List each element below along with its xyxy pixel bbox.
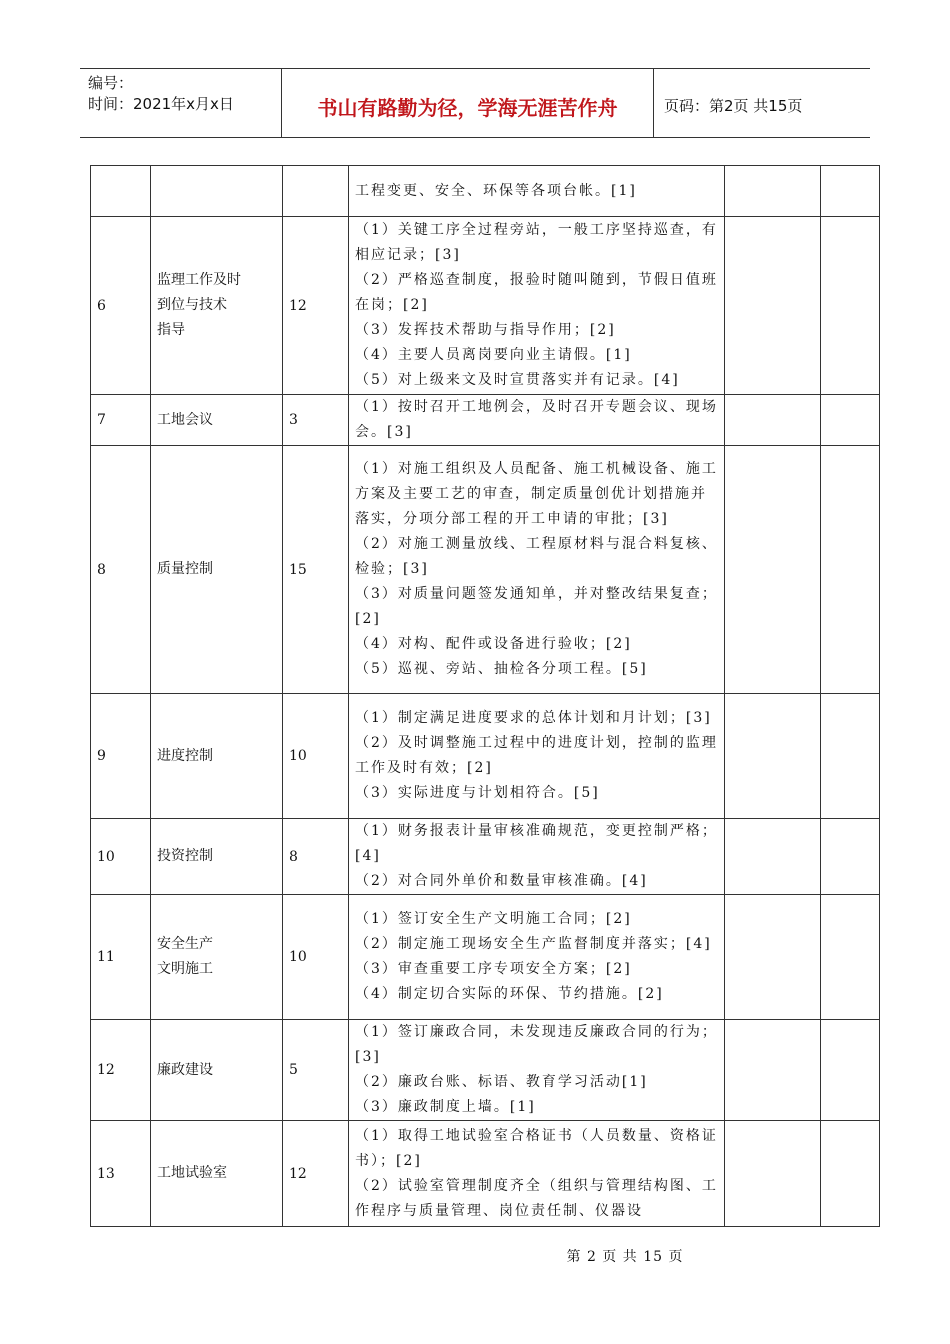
- criteria-line: （4）制定切合实际的环保、节约措施。[2]: [355, 986, 664, 1002]
- row-number: [91, 166, 151, 217]
- evaluation-item: [151, 446, 283, 694]
- criteria-line: （2）严格巡查制度，报验时随叫随到，节假日值班在岗；[2]: [355, 272, 718, 313]
- criteria-line: （3）廉政制度上墙。[1]: [355, 1099, 536, 1115]
- criteria-line: （1）对施工组织及人员配备、施工机械设备、施工方案及主要工艺的审查，制定质量创优计划措施并落实，分项分部工程的开工申请的审批；[3]: [355, 461, 718, 527]
- empty-cell: [725, 895, 821, 1020]
- page-footer: 第 2 页 共 15 页: [566, 1249, 684, 1265]
- evaluation-item: [151, 895, 283, 1020]
- time-label: 时间：2021年x月x日: [88, 95, 234, 113]
- row-number: 12: [91, 1020, 151, 1121]
- criteria-content: [349, 1121, 725, 1227]
- score-value: 15: [283, 446, 349, 694]
- criteria-content: [349, 895, 725, 1020]
- criteria-content: [349, 694, 725, 819]
- empty-cell: [725, 395, 821, 446]
- table-row: [91, 1121, 880, 1227]
- criteria-line: （1）签订安全生产文明施工合同；[2]: [355, 911, 632, 927]
- empty-cell: [821, 819, 880, 895]
- item-line: 廉政建设: [157, 1061, 213, 1078]
- criteria-line: （2）廉政台账、标语、教育学习活动[1]: [355, 1074, 648, 1090]
- criteria-line: （1）制定满足进度要求的总体计划和月计划；[3]: [355, 710, 712, 726]
- evaluation-item: [151, 819, 283, 895]
- criteria-line: （3）对质量问题签发通知单，并对整改结果复查；[2]: [355, 586, 718, 627]
- criteria-content: [349, 1020, 725, 1121]
- item-line: 进度控制: [157, 747, 213, 764]
- criteria-content: [349, 395, 725, 446]
- item-line: 文明施工: [157, 961, 213, 977]
- table-row: [91, 1020, 880, 1121]
- criteria-content: [349, 446, 725, 694]
- empty-cell: [821, 694, 880, 819]
- empty-cell: [821, 1121, 880, 1227]
- item-line: 投资控制: [157, 848, 213, 864]
- criteria-line: （3）审查重要工序专项安全方案；[2]: [355, 961, 632, 977]
- score-value: 12: [283, 217, 349, 395]
- score-value: 10: [283, 694, 349, 819]
- criteria-line: （1）按时召开工地例会，及时召开专题会议、现场会。[3]: [355, 399, 718, 440]
- evaluation-item: [151, 395, 283, 446]
- table-row: [91, 166, 880, 217]
- evaluation-item: [151, 1121, 283, 1227]
- score-value: 3: [283, 395, 349, 446]
- row-number: 7: [91, 395, 151, 446]
- criteria-content: [349, 217, 725, 395]
- criteria-content: [349, 166, 725, 217]
- empty-cell: [821, 446, 880, 694]
- row-number: 13: [91, 1121, 151, 1227]
- empty-cell: [821, 1020, 880, 1121]
- criteria-line: （5）对上级来文及时宣贯落实并有记录。[4]: [355, 372, 680, 388]
- criteria-line: （5）巡视、旁站、抽检各分项工程。[5]: [355, 661, 648, 677]
- empty-cell: [725, 217, 821, 395]
- evaluation-item: [151, 694, 283, 819]
- score-value: 8: [283, 819, 349, 895]
- header-meta: [80, 69, 282, 137]
- criteria-line: （1）财务报表计量审核准确规范，变更控制严格；[4]: [355, 823, 718, 864]
- criteria-line: （1）签订廉政合同，未发现违反廉政合同的行为；[3]: [355, 1024, 718, 1065]
- evaluation-item: [151, 166, 283, 217]
- score-value: 12: [283, 1121, 349, 1227]
- empty-cell: [821, 895, 880, 1020]
- criteria-line: （2）试验室管理制度齐全（组织与管理结构图、工作程序与质量管理、岗位责任制、仪器设: [355, 1177, 718, 1219]
- page-header: [80, 68, 870, 138]
- evaluation-item: [151, 217, 283, 395]
- table-row: [91, 217, 880, 395]
- header-page-number: 页码：第2页 共15页: [664, 96, 803, 115]
- item-line: 到位与技术: [157, 297, 227, 313]
- row-number: 10: [91, 819, 151, 895]
- table-row: [91, 895, 880, 1020]
- empty-cell: [725, 819, 821, 895]
- item-line: 工地会议: [157, 411, 213, 428]
- criteria-line: （2）对施工测量放线、工程原材料与混合料复核、检验；[3]: [355, 536, 718, 577]
- item-line: 安全生产: [157, 936, 213, 952]
- row-number: 9: [91, 694, 151, 819]
- empty-cell: [725, 1020, 821, 1121]
- number-label: 编号：: [88, 74, 134, 92]
- row-number: 6: [91, 217, 151, 395]
- criteria-line: （3）发挥技术帮助与指导作用；[2]: [355, 322, 616, 338]
- empty-cell: [821, 166, 880, 217]
- item-line: 工地试验室: [157, 1165, 227, 1181]
- empty-cell: [725, 166, 821, 217]
- row-number: 11: [91, 895, 151, 1020]
- criteria-line: 工程变更、安全、环保等各项台帐。[1]: [355, 182, 637, 199]
- table-row: [91, 694, 880, 819]
- table-row: [91, 819, 880, 895]
- criteria-line: （2）制定施工现场安全生产监督制度并落实；[4]: [355, 936, 712, 952]
- criteria-line: （4）对构、配件或设备进行验收；[2]: [355, 636, 632, 652]
- table-row: [91, 446, 880, 694]
- item-line: 质量控制: [157, 561, 213, 577]
- score-value: 5: [283, 1020, 349, 1121]
- empty-cell: [821, 217, 880, 395]
- header-slogan: 书山有路勤为径，学海无涯苦作舟: [282, 69, 654, 137]
- empty-cell: [725, 694, 821, 819]
- empty-cell: [725, 1121, 821, 1227]
- table-row: [91, 395, 880, 446]
- criteria-line: （4）主要人员离岗要向业主请假。[1]: [355, 347, 632, 363]
- row-number: 8: [91, 446, 151, 694]
- evaluation-table: [90, 165, 880, 1227]
- criteria-line: （1）取得工地试验室合格证书（人员数量、资格证书）；[2]: [355, 1127, 718, 1169]
- criteria-line: （2）对合同外单价和数量审核准确。[4]: [355, 873, 648, 889]
- score-value: [283, 166, 349, 217]
- criteria-line: （3）实际进度与计划相符合。[5]: [355, 785, 600, 801]
- empty-cell: [821, 395, 880, 446]
- item-line: 监理工作及时: [157, 272, 241, 288]
- criteria-line: （1）关键工序全过程旁站，一般工序坚持巡查，有相应记录；[3]: [355, 222, 718, 263]
- criteria-line: （2）及时调整施工过程中的进度计划，控制的监理工作及时有效；[2]: [355, 735, 718, 776]
- evaluation-item: [151, 1020, 283, 1121]
- score-value: 10: [283, 895, 349, 1020]
- item-line: 指导: [157, 322, 185, 338]
- empty-cell: [725, 446, 821, 694]
- criteria-content: [349, 819, 725, 895]
